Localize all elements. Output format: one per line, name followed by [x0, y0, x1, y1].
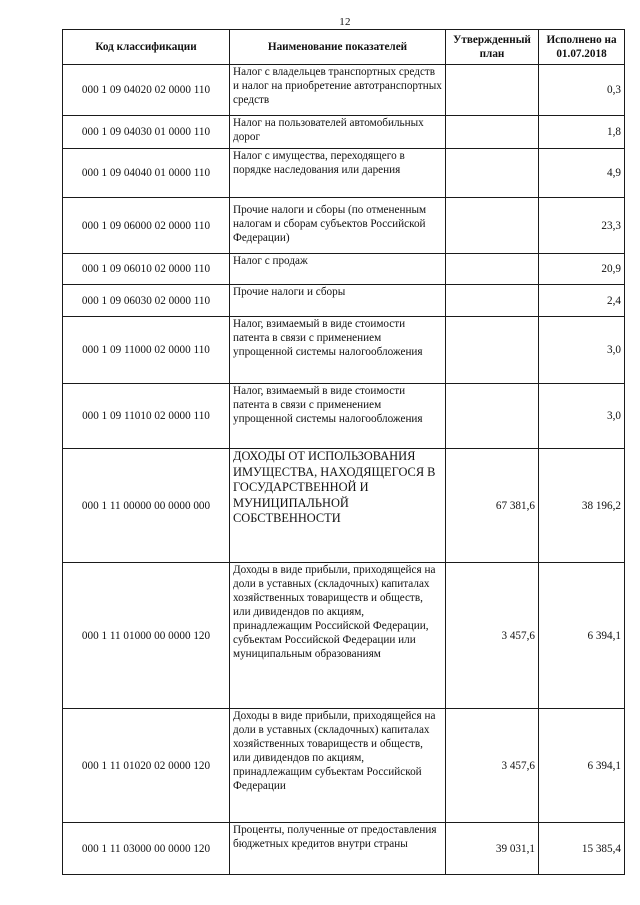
- table-row: [63, 149, 625, 198]
- row-executed: 20,9: [539, 254, 625, 285]
- row-name: Прочие налоги и сборы: [230, 285, 446, 317]
- row-executed: 3,0: [539, 317, 625, 384]
- row-executed: 23,3: [539, 198, 625, 254]
- row-code: 000 1 11 00000 00 0000 000: [63, 449, 230, 563]
- row-name: Налог, взимаемый в виде стоимости патента в связи с применением упрощенной системы налогообложения: [230, 384, 446, 449]
- table-row: [63, 65, 625, 116]
- header-plan: Утвержденный план: [446, 30, 539, 65]
- header-executed: Исполнено на 01.07.2018: [539, 30, 625, 65]
- row-code: 000 1 09 11000 02 0000 110: [63, 317, 230, 384]
- row-plan: [446, 285, 539, 317]
- row-executed: 6 394,1: [539, 563, 625, 709]
- table-row: [63, 823, 625, 875]
- table-row: [63, 254, 625, 285]
- table-row: [63, 449, 625, 563]
- page-number: 12: [339, 16, 351, 28]
- table-row: [63, 317, 625, 384]
- row-plan: [446, 254, 539, 285]
- row-code: 000 1 11 01000 00 0000 120: [63, 563, 230, 709]
- row-code: 000 1 11 01020 02 0000 120: [63, 709, 230, 823]
- row-code: 000 1 09 04020 02 0000 110: [63, 65, 230, 116]
- table-row: [63, 198, 625, 254]
- row-code: 000 1 09 06010 02 0000 110: [63, 254, 230, 285]
- header-name: Наименование показателей: [230, 30, 446, 65]
- row-code: 000 1 09 06000 02 0000 110: [63, 198, 230, 254]
- row-plan: [446, 149, 539, 198]
- row-name: Налог на пользователей автомобильных дорог: [230, 116, 446, 149]
- table-row: [63, 563, 625, 709]
- row-name: Налог с продаж: [230, 254, 446, 285]
- table-header-row: [63, 30, 625, 65]
- row-name: Налог с имущества, переходящего в порядке наследования или дарения: [230, 149, 446, 198]
- row-name: Проценты, полученные от предоставления бюджетных кредитов внутри страны: [230, 823, 446, 875]
- row-name: Доходы в виде прибыли, приходящейся на доли в уставных (складочных) капиталах хозяйственных товариществ и обществ, или дивидендов по акциям, принадлежащим Российской Федерации, субъектам Российской Федерации или муниципальным образованиям: [230, 563, 446, 709]
- row-plan: 3 457,6: [446, 709, 539, 823]
- row-plan: [446, 198, 539, 254]
- revenue-table: [62, 29, 625, 875]
- row-plan: [446, 116, 539, 149]
- row-executed: 6 394,1: [539, 709, 625, 823]
- table-row: [63, 116, 625, 149]
- row-plan: [446, 317, 539, 384]
- row-code: 000 1 09 04030 01 0000 110: [63, 116, 230, 149]
- row-name: Налог с владельцев транспортных средств и налог на приобретение автотранспортных средств: [230, 65, 446, 116]
- row-plan: [446, 384, 539, 449]
- row-executed: 3,0: [539, 384, 625, 449]
- row-code: 000 1 09 04040 01 0000 110: [63, 149, 230, 198]
- row-code: 000 1 09 11010 02 0000 110: [63, 384, 230, 449]
- table-row: [63, 285, 625, 317]
- row-plan: 3 457,6: [446, 563, 539, 709]
- table-row: [63, 709, 625, 823]
- table-row: [63, 384, 625, 449]
- row-executed: 4,9: [539, 149, 625, 198]
- row-code: 000 1 11 03000 00 0000 120: [63, 823, 230, 875]
- row-plan: [446, 65, 539, 116]
- row-plan: 67 381,6: [446, 449, 539, 563]
- row-name: Доходы в виде прибыли, приходящейся на доли в уставных (складочных) капиталах хозяйственных товариществ и обществ, или дивидендов по акциям, принадлежащим субъектам Российской Федерации: [230, 709, 446, 823]
- row-executed: 0,3: [539, 65, 625, 116]
- row-code: 000 1 09 06030 02 0000 110: [63, 285, 230, 317]
- header-code: Код классификации: [63, 30, 230, 65]
- row-plan: 39 031,1: [446, 823, 539, 875]
- row-executed: 38 196,2: [539, 449, 625, 563]
- row-name: Налог, взимаемый в виде стоимости патента в связи с применением упрощенной системы налогообложения: [230, 317, 446, 384]
- row-executed: 15 385,4: [539, 823, 625, 875]
- row-executed: 1,8: [539, 116, 625, 149]
- row-name: Прочие налоги и сборы (по отмененным налогам и сборам субъектов Российской Федерации): [230, 198, 446, 254]
- row-name: ДОХОДЫ ОТ ИСПОЛЬЗОВАНИЯ ИМУЩЕСТВА, НАХОДЯЩЕГОСЯ В ГОСУДАРСТВЕННОЙ И МУНИЦИПАЛЬНОЙ СОБСТВЕННОСТИ: [230, 449, 446, 563]
- row-executed: 2,4: [539, 285, 625, 317]
